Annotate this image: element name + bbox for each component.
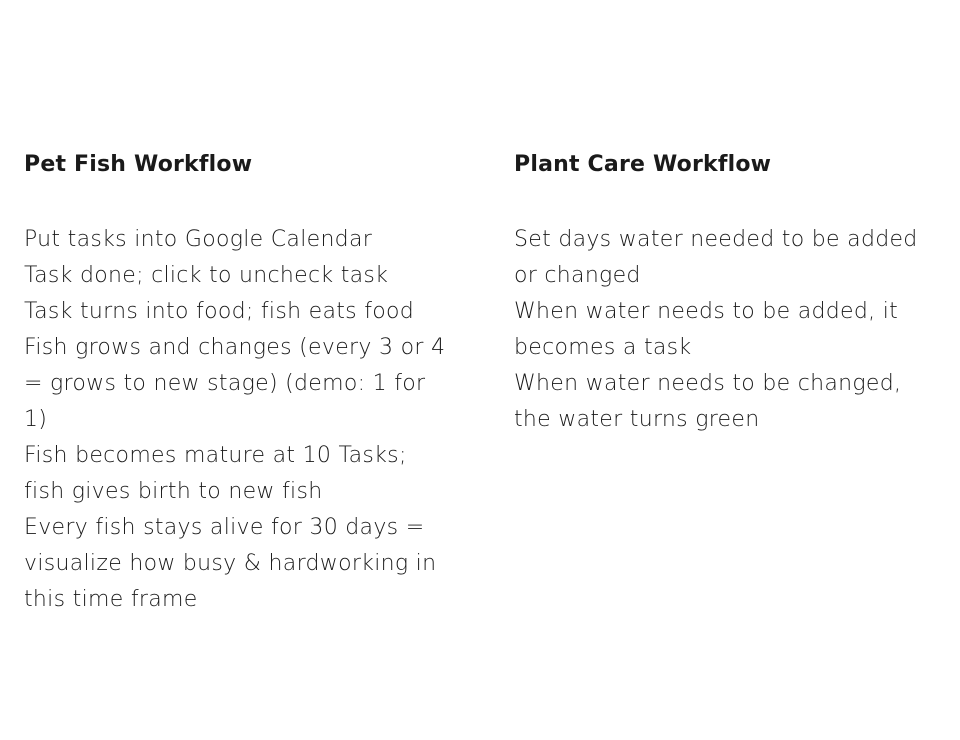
plant-care-workflow-column (514, 150, 944, 438)
plant-care-workflow-list (514, 222, 944, 438)
pet-fish-step: Task done; click to uncheck task (24, 263, 389, 288)
plant-care-step: When water needs to be changed, the water turns green (514, 371, 902, 432)
pet-fish-step: Fish grows and changes (every 3 or 4 = grows to new stage) (demo: 1 for 1) (24, 335, 446, 432)
pet-fish-workflow-list (24, 222, 454, 618)
plant-care-step: When water needs to be added, it becomes a task (514, 299, 899, 360)
plant-care-workflow-title: Plant Care Workflow (514, 152, 772, 177)
pet-fish-workflow-column (24, 150, 454, 618)
pet-fish-step: Fish becomes mature at 10 Tasks; fish gives birth to new fish (24, 443, 407, 504)
pet-fish-step: Put tasks into Google Calendar (24, 227, 373, 252)
pet-fish-step: Task turns into food; fish eats food (24, 299, 415, 324)
plant-care-step: Set days water needed to be added or changed (514, 227, 918, 288)
pet-fish-workflow-title: Pet Fish Workflow (24, 152, 253, 177)
pet-fish-step: Every fish stays alive for 30 days = visualize how busy & hardworking in this time frame (24, 515, 437, 612)
